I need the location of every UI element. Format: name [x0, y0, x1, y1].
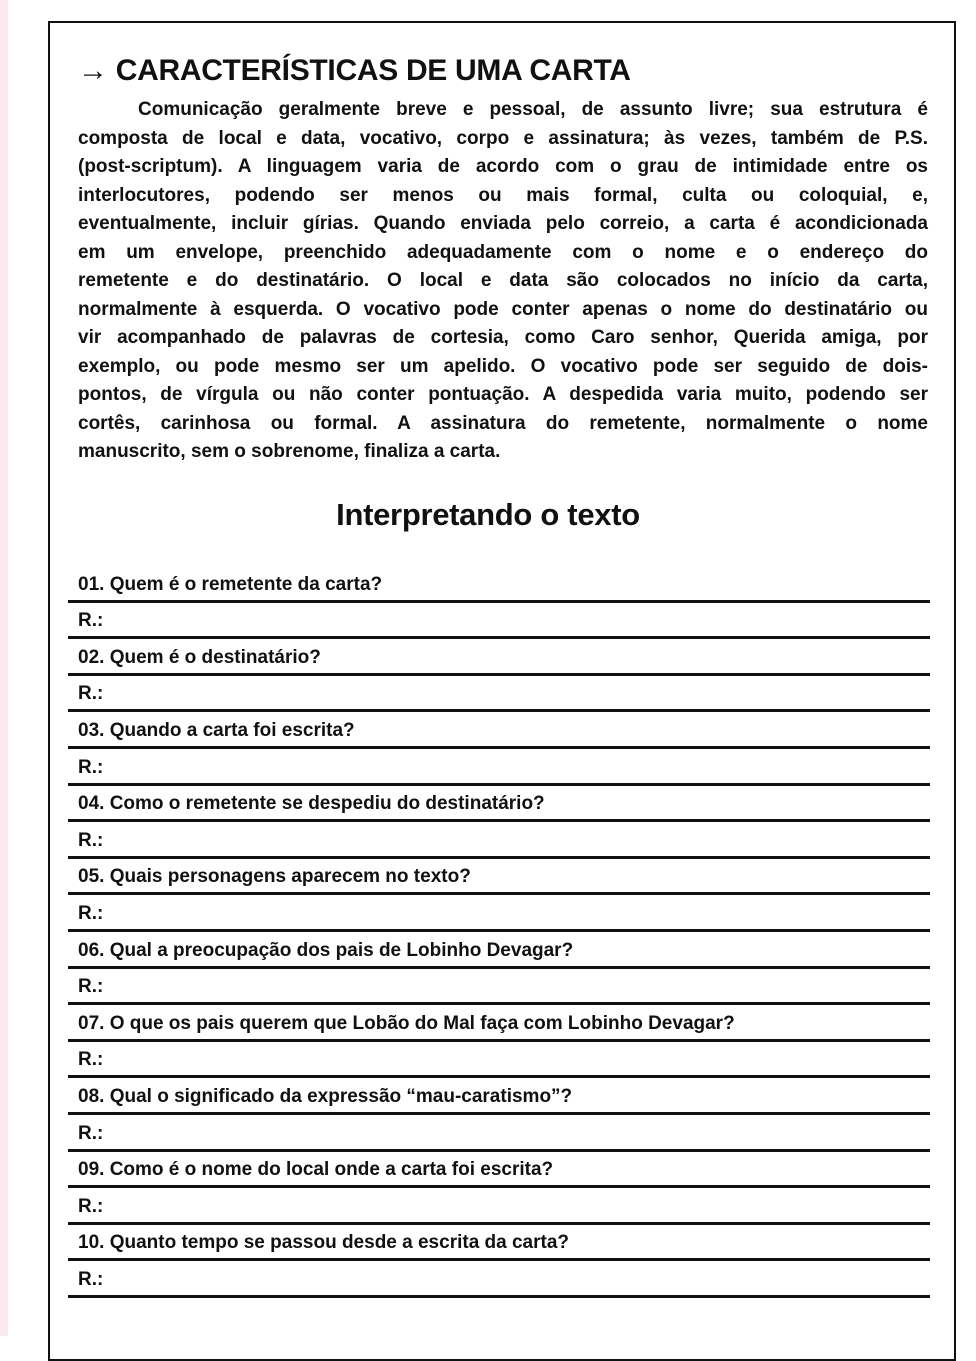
question-list	[68, 566, 930, 1298]
paragraph-line: vir acompanhado de palavras de cortesia, como Caro senhor, Querida amiga, por	[78, 327, 928, 348]
question-row	[68, 566, 930, 603]
answer-label: R.:	[78, 756, 104, 778]
paragraph-line: (post-scriptum). A linguagem varia de acordo com o grau de intimidade entre os	[78, 156, 928, 177]
description-paragraph	[78, 96, 928, 467]
section-title: → CARACTERÍSTICAS DE UMA CARTA	[78, 54, 631, 87]
answer-label: R.:	[78, 1268, 104, 1290]
subtitle: Interpretando o texto	[336, 497, 640, 532]
answer-line[interactable]	[68, 969, 930, 1006]
answer-label: R.:	[78, 683, 104, 705]
paragraph-line: em um envelope, preenchido adequadamente com o nome e o endereço do	[78, 241, 928, 263]
paragraph-line: interlocutores, podendo ser menos ou mais formal, culta ou coloquial, e,	[78, 184, 928, 206]
answer-line[interactable]	[68, 749, 930, 786]
answer-label: R.:	[78, 976, 104, 998]
paragraph-line: normalmente à esquerda. O vocativo pode conter apenas o nome do destinatário ou	[78, 298, 928, 320]
answer-line[interactable]	[68, 603, 930, 640]
answer-line[interactable]	[68, 1188, 930, 1225]
answer-label: R.:	[78, 1122, 104, 1144]
question-text: 01. Quem é o remetente da carta?	[78, 573, 383, 595]
paragraph-line: eventualmente, incluir gírias. Quando enviada pelo correio, a carta é acondicionada	[78, 213, 928, 234]
paragraph-line: manuscrito, sem o sobrenome, finaliza a carta.	[78, 441, 501, 462]
answer-label: R.:	[78, 1195, 104, 1217]
paragraph-line: cortês, carinhosa ou formal. A assinatura do remetente, normalmente o nome	[78, 412, 928, 434]
question-row	[68, 786, 930, 823]
question-row	[68, 639, 930, 676]
answer-label: R.:	[78, 610, 104, 632]
answer-line[interactable]	[68, 822, 930, 859]
answer-line[interactable]	[68, 1115, 930, 1152]
answer-label: R.:	[78, 902, 104, 924]
question-text: 06. Qual a preocupação dos pais de Lobinho Devagar?	[78, 939, 574, 961]
question-text: 07. O que os pais querem que Lobão do Mal faça com Lobinho Devagar?	[78, 1012, 735, 1034]
answer-line[interactable]	[68, 676, 930, 713]
question-text: 02. Quem é o destinatário?	[78, 646, 321, 668]
paragraph-line: exemplo, ou pode mesmo ser um apelido. O vocativo pode ser seguido de dois-	[78, 355, 928, 377]
question-row	[68, 859, 930, 896]
question-text: 08. Qual o significado da expressão “mau-caratismo”?	[78, 1085, 573, 1107]
answer-line[interactable]	[68, 1042, 930, 1079]
answer-line[interactable]	[68, 895, 930, 932]
question-text: 04. Como o remetente se despediu do destinatário?	[78, 793, 545, 815]
question-text: 05. Quais personagens aparecem no texto?	[78, 866, 471, 888]
question-row	[68, 1225, 930, 1262]
left-margin-strip	[0, 0, 8, 1336]
answer-label: R.:	[78, 1049, 104, 1071]
question-row	[68, 1152, 930, 1189]
question-text: 03. Quando a carta foi escrita?	[78, 719, 355, 741]
paragraph-line: composta de local e data, vocativo, corpo e assinatura; às vezes, também de P.S.	[78, 127, 928, 149]
question-row	[68, 1078, 930, 1115]
question-row	[68, 1005, 930, 1042]
paragraph-line: pontos, de vírgula ou não conter pontuação. A despedida varia muito, podendo ser	[78, 384, 928, 405]
question-text: 09. Como é o nome do local onde a carta foi escrita?	[78, 1159, 554, 1181]
paragraph-line: remetente e do destinatário. O local e data são colocados no início da carta,	[78, 270, 928, 291]
answer-label: R.:	[78, 829, 104, 851]
question-row	[68, 712, 930, 749]
question-row	[68, 932, 930, 969]
paragraph-line: Comunicação geralmente breve e pessoal, de assunto livre; sua estrutura é	[138, 99, 928, 120]
question-text: 10. Quanto tempo se passou desde a escrita da carta?	[78, 1232, 570, 1254]
answer-line[interactable]	[68, 1261, 930, 1298]
